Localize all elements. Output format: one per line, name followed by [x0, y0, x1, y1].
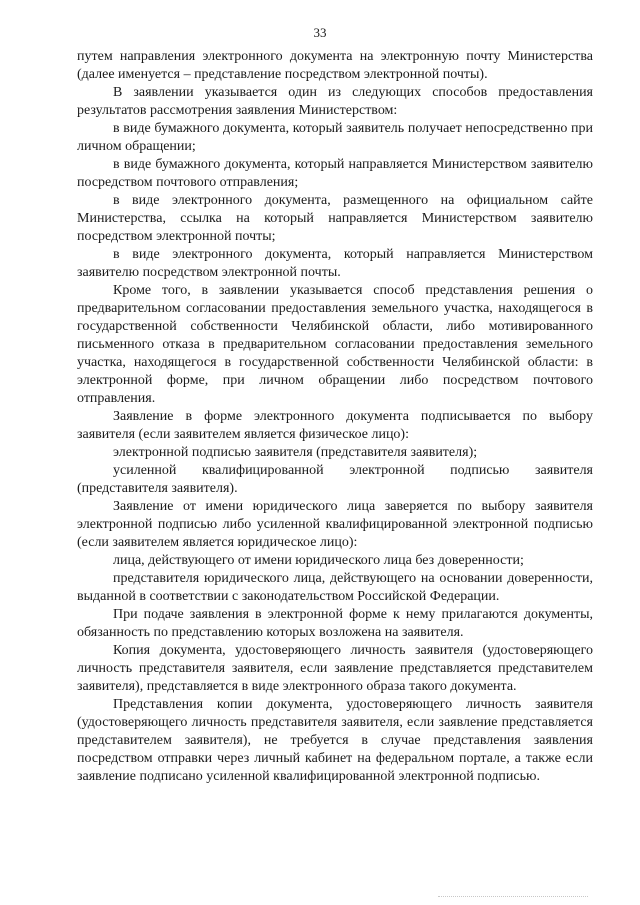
paragraph: в виде бумажного документа, который направляется Министерством заявителю посредством почтового отправления; [77, 157, 593, 190]
paragraph: в виде электронного документа, который направляется Министерством заявителю посредством электронной почты. [77, 247, 593, 280]
paragraph: путем направления электронного документа на электронную почту Министерства (далее именуется – представление посредством электронной почты). [77, 49, 593, 82]
paragraph: В заявлении указывается один из следующих способов предоставления результатов рассмотрения заявления Министерством: [77, 85, 593, 118]
paragraph: усиленной квалифицированной электронной подписью заявителя (представителя заявителя). [77, 463, 593, 496]
paragraph: Заявление от имени юридического лица заверяется по выбору заявителя электронной подписью либо усиленной квалифицированной электронной подписью (если заявителем является юридическое лицо): [77, 499, 593, 550]
paragraph: лица, действующего от имени юридического лица без доверенности; [113, 553, 524, 568]
paragraph: Кроме того, в заявлении указывается способ представления решения о предварительном согласовании предоставления земельного участка, находящегося в государственной собственности Челябинской области, либо мотивированного письменного отказа в предварительном согласовании предоставления земельного участка, находящегося в государственной собственности Челябинской области: в электронной форме, при личном обращении либо посредством почтового отправления. [77, 283, 593, 406]
paragraph: электронной подписью заявителя (представителя заявителя); [113, 445, 478, 460]
page-number: 33 [313, 25, 327, 40]
paragraph: Копия документа, удостоверяющего личность заявителя (удостоверяющего личность представителя заявителя, если заявление представляется представителем заявителя), представляется в виде электронного образа такого документа. [77, 643, 593, 694]
paragraph: Представления копии документа, удостоверяющего личность заявителя (удостоверяющего личность представителя заявителя, если заявление представляется представителем заявителя), не требуется в случае представления заявления посредством отправки через личный кабинет на федеральном портале, а также если заявление подписано усиленной квалифицированной электронной подписью. [77, 697, 593, 784]
body-text [77, 48, 593, 786]
paragraph: представителя юридического лица, действующего на основании доверенности, выданной в соответствии с законодательством Российской Федерации. [77, 571, 593, 604]
paragraph: в виде электронного документа, размещенного на официальном сайте Министерства, ссылка на который направляется Министерством заявителю посредством электронной почты; [77, 193, 593, 244]
paragraph: в виде бумажного документа, который заявитель получает непосредственно при личном обращении; [77, 121, 593, 154]
paragraph: При подаче заявления в электронной форме к нему прилагаются документы, обязанность по представлению которых возложена на заявителя. [77, 607, 593, 640]
paragraph: Заявление в форме электронного документа подписывается по выбору заявителя (если заявителем является физическое лицо): [77, 409, 593, 442]
footer-divider [438, 896, 588, 897]
